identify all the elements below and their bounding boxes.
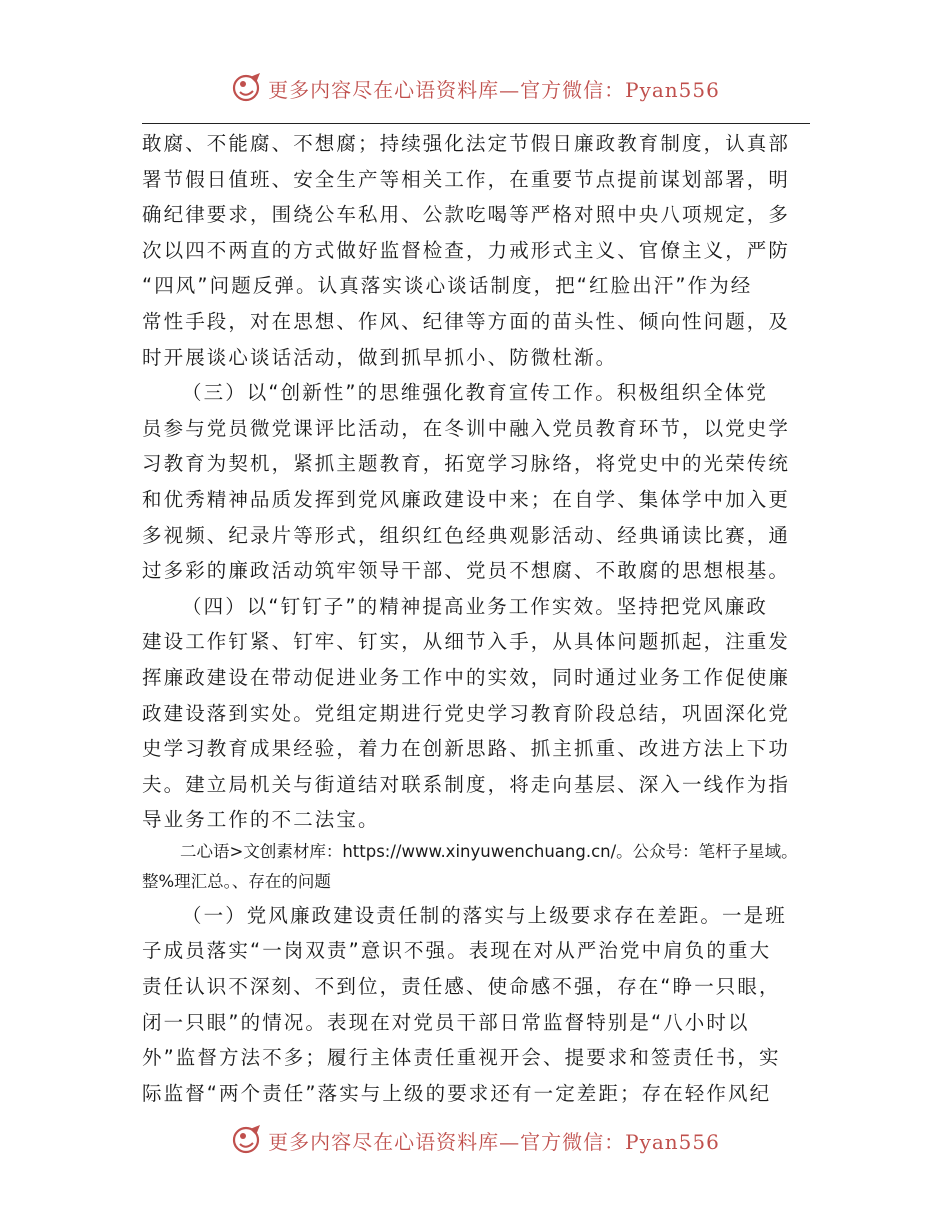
header-divider [142, 123, 810, 124]
text-line: 闭一只眼”的情况。表现在对党员干部日常监督特别是“八小时以 [142, 1010, 750, 1034]
text-line: 外”监督方法不多；履行主体责任重视开会、提要求和签责任书，实 [142, 1046, 781, 1070]
text-line: 过多彩的廉政活动筑牢领导干部、党员不想腐、不敢腐的思想根基。 [142, 559, 791, 583]
text-line: 际监督“两个责任”落实与上级的要求还有一定差距；存在轻作风纪 [142, 1081, 772, 1105]
header-banner-text: 更多内容尽在心语资料库—官方微信：Pyan556 [268, 77, 720, 102]
text-line: 导业务工作的不二法宝。 [142, 808, 380, 832]
text-line: 建设工作钉紧、钉牢、钉实，从细节入手，从具体问题抓起，注重发 [142, 630, 791, 654]
text-line: 确纪律要求，围绕公车私用、公款吃喝等严格对照中央八项规定，多 [142, 203, 791, 227]
watermark-source-line: 二心语>文创素材库：https://www.xinyuwenchuang.cn/。公众号：笔杆子星域。 [180, 841, 798, 861]
header-banner [0, 68, 950, 108]
text-line: 敢腐、不能腐、不想腐；持续强化法定节假日廉政教育制度，认真部 [142, 132, 791, 155]
text-line: 多视频、纪录片等形式，组织红色经典观影活动、经典诵读比赛，通 [142, 523, 791, 547]
document-body [142, 126, 822, 1111]
text-line: 员参与党员微党课评比活动，在冬训中融入党员教育环节，以党史学 [142, 416, 791, 440]
paragraph-heading-1: （一）党风廉政建设责任制的落实与上级要求存在差距。一是班 [182, 903, 787, 927]
text-line: 署节假日值班、安全生产等相关工作，在重要节点提前谋划部署，明 [142, 167, 791, 191]
text-line: 责任认识不深刻、不到位，责任感、使命感不强，存在“睁一只眼， [142, 975, 781, 999]
footer-banner-text: 更多内容尽在心语资料库—官方微信：Pyan556 [268, 1129, 720, 1154]
footer-banner [0, 1120, 950, 1160]
text-line: 习教育为契机，紧抓主题教育，拓宽学习脉络，将党史中的光荣传统 [142, 452, 791, 476]
text-line: 时开展谈心谈话活动，做到抓早抓小、防微杜渐。 [142, 345, 618, 369]
brand-logo-icon [230, 71, 264, 105]
brand-logo-icon [230, 1123, 264, 1157]
text-line: 政建设落到实处。党组定期进行党史学习教育阶段总结，巩固深化党 [142, 701, 791, 725]
text-line: 和优秀精神品质发挥到党风廉政建设中来；在自学、集体学中加入更 [142, 487, 791, 511]
section-heading-issues: 整%理汇总。、存在的问题 [142, 871, 331, 891]
text-line: “四风”问题反弹。认真落实谈心谈话制度，把“红脸出汗”作为经 [142, 274, 753, 298]
paragraph-heading-4: （四）以“钉钉子”的精神提高业务工作实效。坚持把党风廉政 [182, 594, 769, 618]
paragraph-heading-3: （三）以“创新性”的思维强化教育宣传工作。积极组织全体党 [182, 381, 769, 405]
text-line: 史学习教育成果经验，着力在创新思路、抓主抓重、改进方法上下功 [142, 737, 791, 761]
text-line: 挥廉政建设在带动促进业务工作中的实效，同时通过业务工作促使廉 [142, 665, 791, 689]
text-line: 次以四不两直的方式做好监督检查，力戒形式主义、官僚主义，严防 [142, 238, 791, 262]
text-line: 夫。建立局机关与街道结对联系制度，将走向基层、深入一线作为指 [142, 772, 791, 796]
text-line: 常性手段，对在思想、作风、纪律等方面的苗头性、倾向性问题，及 [142, 309, 791, 333]
text-line: 子成员落实“一岗双责”意识不强。表现在对从严治党中肩负的重大 [142, 939, 772, 963]
